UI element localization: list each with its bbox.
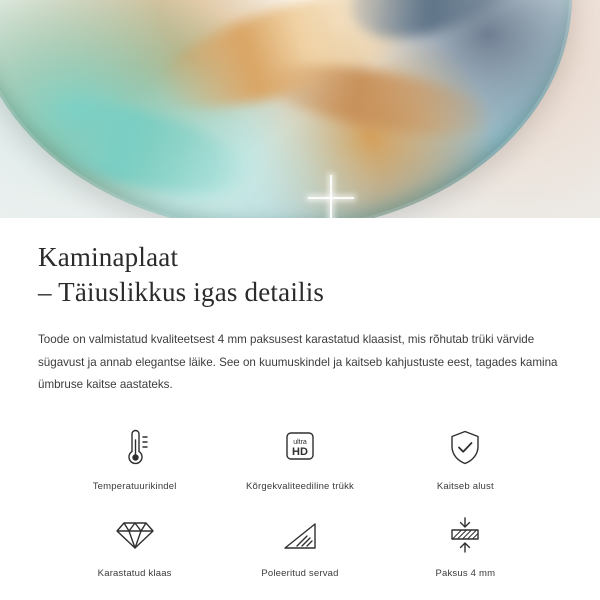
feature-label: Kõrgekvaliteediline trükk <box>246 480 354 492</box>
diamond-icon <box>108 512 162 558</box>
polished-edges-icon <box>273 512 327 558</box>
feature-item-tempered-glass <box>52 512 217 579</box>
page-title <box>38 240 562 309</box>
headline-line-2: – Täiuslikkus igas detailis <box>38 276 325 307</box>
description-paragraph: Toode on valmistatud kvaliteetsest 4 mm paksusest karastatud klaasist, mis rõhutab trüki värvide sügavust ja annab elegantse läike. See on kuumuskindel ja kaitseb kahjustuste eest, tagades kamina ümbruse kaitse aastateks. <box>38 333 558 392</box>
content-block <box>0 240 600 579</box>
shield-check-icon <box>438 425 492 471</box>
thickness-arrows-icon <box>438 512 492 558</box>
feature-label: Karastatud klaas <box>97 567 172 579</box>
feature-label: Paksus 4 mm <box>435 567 496 579</box>
feature-label: Poleeritud servad <box>261 567 339 579</box>
feature-item-print-quality <box>217 425 382 492</box>
svg-text:HD: HD <box>292 445 308 458</box>
feature-label: Temperatuurikindel <box>92 480 177 492</box>
headline-line-1: Kaminaplaat <box>38 242 179 272</box>
feature-item-polished-edges <box>217 512 382 579</box>
feature-item-protects-base <box>383 425 548 492</box>
feature-item-thickness <box>383 512 548 579</box>
feature-grid <box>38 425 562 579</box>
svg-text:ultra: ultra <box>293 438 307 446</box>
thermometer-icon <box>108 425 162 471</box>
feature-label: Kaitseb alust <box>436 480 494 492</box>
hero-image <box>0 0 600 218</box>
feature-item-temperature <box>52 425 217 492</box>
ultra-hd-icon <box>273 425 327 471</box>
